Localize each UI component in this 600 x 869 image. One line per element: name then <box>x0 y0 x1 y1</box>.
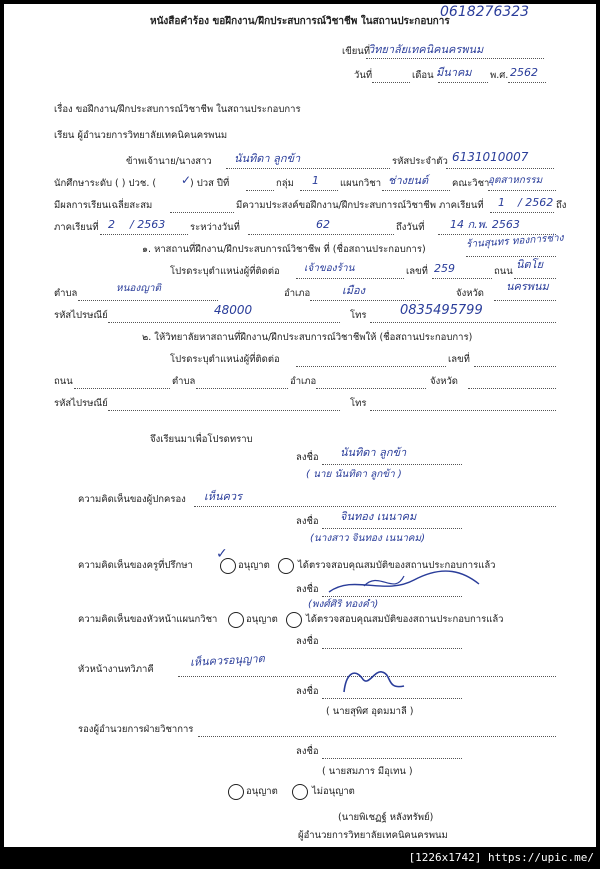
subdistrict-value: หนองญาติ <box>116 283 161 294</box>
student-id: 6131010007 <box>452 150 529 164</box>
phone-value: 0835495799 <box>400 303 483 318</box>
parent-value: เห็นควร <box>204 490 242 503</box>
section1-company-line <box>466 256 556 257</box>
coop-sign-label: ลงชื่อ <box>296 686 319 697</box>
student-print-name: ( นาย นันทิดา ลูกข้า ) <box>306 469 402 480</box>
road-label: ถนน <box>494 266 513 277</box>
section2-coord-line <box>296 366 446 367</box>
section1-label: ๑. หาสถานที่ฝึกงาน/ฝึกประสบการณ์วิชาชีพ ที่ (ชื่อสถานประกอบการ) <box>142 244 426 255</box>
faculty-label: คณะวิชา <box>452 178 490 189</box>
gpa-label: มีผลการเรียนเฉลี่ยสะสม <box>54 200 153 211</box>
form-title: หนังสือคำร้อง ขอฝึกงาน/ฝึกประสบการณ์วิชาชีพ ในสถานประกอบการ <box>150 16 450 27</box>
head-sign-line <box>322 648 462 649</box>
head-check-radio <box>286 612 302 628</box>
subject-line: เรื่อง ขอฝึกงาน/ฝึกประสบการณ์วิชาชีพ ในสถานประกอบการ <box>54 104 301 115</box>
section2-postal-line <box>108 410 340 411</box>
until-label: ถึงวันที่ <box>396 222 425 233</box>
section2-road-line <box>74 388 170 389</box>
deputy-line <box>198 736 556 737</box>
to-label: ถึง <box>556 200 567 211</box>
head-sign-label: ลงชื่อ <box>296 636 319 647</box>
section2-subdistrict-label: ตำบล <box>172 376 196 387</box>
head-label: ความคิดเห็นของหัวหน้าแผนกวิชา <box>78 614 218 625</box>
section2-label: ๒. ให้วิทยาลัยหาสถานที่ฝึกงาน/ฝึกประสบการณ์วิชาชีพให้ (ชื่อสถานประกอบการ) <box>142 332 473 343</box>
parent-line <box>194 506 556 507</box>
head-approve-label: อนุญาต <box>246 614 278 625</box>
deputy-sign-line <box>322 758 462 759</box>
section2-number-label: เลขที่ <box>448 354 470 365</box>
number-line <box>432 278 492 279</box>
date-line <box>372 82 410 83</box>
coop-sign-line <box>322 698 462 699</box>
parent-signature: จินทอง เนนาคม <box>340 510 417 523</box>
province-line <box>494 300 556 301</box>
road-value: นิตโย <box>516 258 544 271</box>
coord-line <box>296 278 404 279</box>
student-line <box>226 168 390 169</box>
group-line <box>300 190 338 191</box>
dept-label: แผนกวิชา <box>340 178 382 189</box>
section2-road-label: ถนน <box>54 376 73 387</box>
coop-print-name: ( นายสุพิศ อุดมมาลี ) <box>326 706 414 717</box>
student-label: ข้าพเจ้านาย/นางสาว <box>126 156 212 167</box>
written-at-line <box>366 58 544 59</box>
advisor-label: ความคิดเห็นของครูที่ปรึกษา <box>78 560 193 571</box>
between-label: ระหว่างวันที่ <box>190 222 240 233</box>
parent-label: ความคิดเห็นของผู้ปกครอง <box>78 494 186 505</box>
province-value: นครพนม <box>506 280 549 293</box>
advisor-sign-label: ลงชื่อ <box>296 584 319 595</box>
deputy-deny-label: ไม่อนุญาต <box>312 786 355 797</box>
faculty-value: อุตสาหกรรม <box>488 175 543 186</box>
section2-coord-label: โปรดระบุตำแหน่งผู้ที่ติดต่อ <box>170 354 280 365</box>
postal-line <box>108 322 340 323</box>
dept-line <box>382 190 450 191</box>
parent-sign-line <box>322 528 462 529</box>
month-value: มีนาคม <box>436 66 472 79</box>
handwritten-phone: 0618276323 <box>440 4 530 20</box>
watermark-text: [1226x1742] https://upic.me/ <box>408 851 594 864</box>
section2-postal-label: รหัสไปรษณีย์ <box>54 398 108 409</box>
term1-value: 1 <box>498 196 505 209</box>
section2-subdistrict-line <box>196 388 288 389</box>
student-signature: นันทิดา ลูกข้า <box>340 446 407 459</box>
coop-label: หัวหน้างานทวิภาคี <box>78 664 154 675</box>
phone-label: โทร <box>350 310 367 321</box>
advisor-check-radio <box>278 558 294 574</box>
group-label: กลุ่ม <box>276 178 294 189</box>
district-label: อำเภอ <box>284 288 311 299</box>
coop-signature <box>334 664 414 698</box>
date-label: วันที่ <box>354 70 373 81</box>
from-date-value: 62 <box>316 218 330 231</box>
number-label: เลขที่ <box>406 266 428 277</box>
head-check-label: ได้ตรวจสอบคุณสมบัติของสถานประกอบการแล้ว <box>306 614 504 625</box>
number-value: 259 <box>434 262 455 275</box>
district-value: เมือง <box>342 284 365 297</box>
written-at-value: วิทยาลัยเทคนิคนครพนม <box>368 43 484 56</box>
month-line <box>438 82 488 83</box>
level-label: นักศึกษาระดับ ( ) ปวช. ( <box>54 178 157 189</box>
parent-print-name: (นางสาว จินทอง เนนาคม) <box>310 533 425 544</box>
form-page <box>4 4 596 847</box>
gpa-line <box>170 212 234 213</box>
director-print-name: (นายพิเชฏฐ์ หลังทรัพย์) <box>338 812 434 823</box>
deputy-sign-label: ลงชื่อ <box>296 746 319 757</box>
advisor-approve-mark: ✓ <box>216 546 228 562</box>
deputy-approve-radio <box>228 784 244 800</box>
year-line <box>508 82 546 83</box>
level-label-2: ) ปวส ปีที่ <box>190 178 230 189</box>
deputy-label: รองผู้อำนวยการฝ่ายวิชาการ <box>78 724 194 735</box>
month-label: เดือน <box>412 70 434 81</box>
group-value: 1 <box>312 174 319 187</box>
section2-phone-line <box>370 410 556 411</box>
to-line: เรียน ผู้อำนวยการวิทยาลัยเทคนิคนครพนม <box>54 130 228 141</box>
level-mark: ✓ <box>181 173 192 187</box>
term2-value: 2 <box>108 218 115 231</box>
student-sign-line <box>322 464 462 465</box>
closing-text: จึงเรียนมาเพื่อโปรดทราบ <box>150 434 253 445</box>
term1-line <box>490 212 554 213</box>
district-line <box>310 300 420 301</box>
section2-number-line <box>474 366 556 367</box>
year-value: 2562 <box>510 66 538 79</box>
deputy-approve-label: อนุญาต <box>246 786 278 797</box>
year2-value: / 2563 <box>130 218 166 231</box>
head-approve-radio <box>228 612 244 628</box>
student-name: นันทิดา ลูกข้า <box>234 152 301 165</box>
student-id-label: รหัสประจำตัว <box>392 156 448 167</box>
watermark-bar <box>0 847 600 869</box>
parent-sign-label: ลงชื่อ <box>296 516 319 527</box>
year-of-study-line <box>246 190 274 191</box>
student-id-line <box>446 168 554 169</box>
year-label: พ.ศ. <box>490 70 509 81</box>
section2-province-line <box>468 388 556 389</box>
advisor-signature <box>324 566 484 600</box>
section2-district-label: อำเภอ <box>290 376 317 387</box>
coord-label: โปรดระบุตำแหน่งผู้ที่ติดต่อ <box>170 266 280 277</box>
subdistrict-line <box>78 300 218 301</box>
written-at-label: เขียนที่ <box>342 46 371 57</box>
student-sign-label: ลงชื่อ <box>296 452 319 463</box>
director-title: ผู้อำนวยการวิทยาลัยเทคนิคนครพนม <box>298 830 448 841</box>
term-label: ภาคเรียนที่ <box>54 222 99 233</box>
postal-value: 48000 <box>214 303 253 317</box>
deputy-print-name: ( นายสมภาร มีอุเทน ) <box>322 766 413 777</box>
dept-value: ช่างยนต์ <box>388 174 429 187</box>
postal-label: รหัสไปรษณีย์ <box>54 310 108 321</box>
year1-value: / 2562 <box>518 196 554 209</box>
section2-district-line <box>316 388 426 389</box>
coop-value: เห็นควรอนุญาต <box>189 652 266 669</box>
section2-phone-label: โทร <box>350 398 367 409</box>
province-label: จังหวัด <box>456 288 484 299</box>
phone-line <box>370 322 556 323</box>
coord-value: เจ้าของร้าน <box>304 263 355 274</box>
section1-company: ร้านสุนทร ทองการช่าง <box>465 232 564 251</box>
advisor-print-name: (พงศ์ศิริ ทองคำ) <box>308 599 379 610</box>
advisor-approve-label: อนุญาต <box>238 560 270 571</box>
subdistrict-label: ตำบล <box>54 288 78 299</box>
term2-line <box>100 234 188 235</box>
section2-province-label: จังหวัด <box>430 376 458 387</box>
intent-label: มีความประสงค์ขอฝึกงาน/ฝึกประสบการณ์วิชาชีพ ภาคเรียนที่ <box>236 200 484 211</box>
advisor-check-label: ได้ตรวจสอบคุณสมบัติของสถานประกอบการแล้ว <box>298 560 496 571</box>
road-line <box>514 278 556 279</box>
faculty-line <box>488 190 556 191</box>
from-date-line <box>248 234 394 235</box>
deputy-deny-radio <box>292 784 308 800</box>
until-date-value: 14 ก.พ. 2563 <box>450 218 520 231</box>
